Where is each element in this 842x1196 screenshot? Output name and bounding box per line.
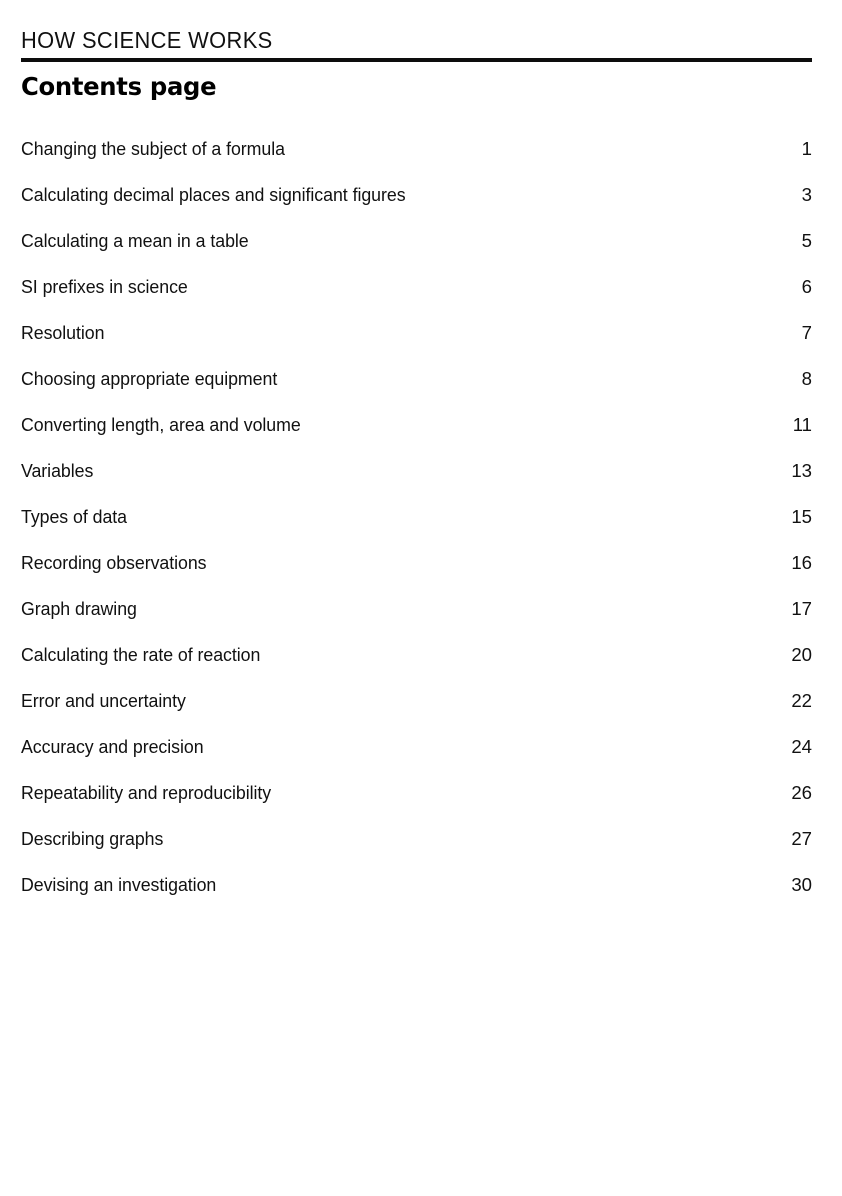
contents-entry-title: Changing the subject of a formula: [21, 138, 285, 159]
contents-list: [21, 137, 812, 919]
contents-entry[interactable]: [21, 505, 812, 551]
contents-entry-page-number: 17: [791, 598, 812, 619]
contents-entry[interactable]: [21, 413, 812, 459]
contents-entry[interactable]: [21, 367, 812, 413]
contents-entry-page-number: 30: [791, 874, 812, 895]
contents-entry-page-number: 20: [791, 644, 812, 665]
contents-entry[interactable]: [21, 597, 812, 643]
contents-entry[interactable]: [21, 689, 812, 735]
contents-entry[interactable]: [21, 873, 812, 919]
contents-entry[interactable]: [21, 183, 812, 229]
contents-entry[interactable]: [21, 827, 812, 873]
contents-entry-page-number: 27: [791, 828, 812, 849]
contents-entry-page-number: 13: [791, 460, 812, 481]
contents-entry[interactable]: [21, 229, 812, 275]
contents-entry[interactable]: [21, 735, 812, 781]
contents-entry-page-number: 1: [801, 138, 812, 159]
contents-entry-title: Choosing appropriate equipment: [21, 368, 278, 389]
contents-entry-title: Calculating the rate of reaction: [21, 644, 261, 665]
contents-entry-page-number: 24: [791, 736, 812, 757]
contents-entry-title: Types of data: [21, 506, 128, 527]
contents-entry-title: Calculating a mean in a table: [21, 230, 249, 251]
page-content: [21, 0, 812, 895]
contents-entry-page-number: 22: [791, 690, 812, 711]
page-title: Contents page: [21, 72, 217, 101]
running-head: HOW SCIENCE WORKS: [21, 27, 273, 53]
contents-entry[interactable]: [21, 321, 812, 367]
contents-entry-title: Describing graphs: [21, 828, 164, 849]
contents-entry[interactable]: [21, 551, 812, 597]
contents-entry-page-number: 3: [801, 184, 812, 205]
contents-entry-title: Recording observations: [21, 552, 207, 573]
contents-entry-title: Error and uncertainty: [21, 690, 186, 711]
contents-entry-title: Repeatability and reproducibility: [21, 782, 272, 803]
contents-entry[interactable]: [21, 459, 812, 505]
contents-entry-page-number: 26: [791, 782, 812, 803]
contents-entry-title: Converting length, area and volume: [21, 414, 301, 435]
contents-entry-title: Accuracy and precision: [21, 736, 204, 757]
contents-entry-page-number: 5: [801, 230, 812, 251]
contents-entry-title: Calculating decimal places and significant figures: [21, 184, 406, 205]
contents-entry-page-number: 7: [801, 322, 812, 343]
contents-entry[interactable]: [21, 781, 812, 827]
contents-entry-title: Devising an investigation: [21, 874, 217, 895]
contents-entry-page-number: 15: [791, 506, 812, 527]
contents-entry[interactable]: [21, 137, 812, 183]
contents-entry-page-number: 6: [801, 276, 812, 297]
contents-entry[interactable]: [21, 643, 812, 689]
contents-entry-page-number: 8: [801, 368, 812, 389]
contents-entry-title: Variables: [21, 460, 94, 481]
contents-entry-title: SI prefixes in science: [21, 276, 188, 297]
contents-entry-page-number: 11: [792, 414, 812, 435]
contents-entry-title: Graph drawing: [21, 598, 137, 619]
contents-entry[interactable]: [21, 275, 812, 321]
contents-entry-title: Resolution: [21, 322, 105, 343]
contents-entry-page-number: 16: [791, 552, 812, 573]
